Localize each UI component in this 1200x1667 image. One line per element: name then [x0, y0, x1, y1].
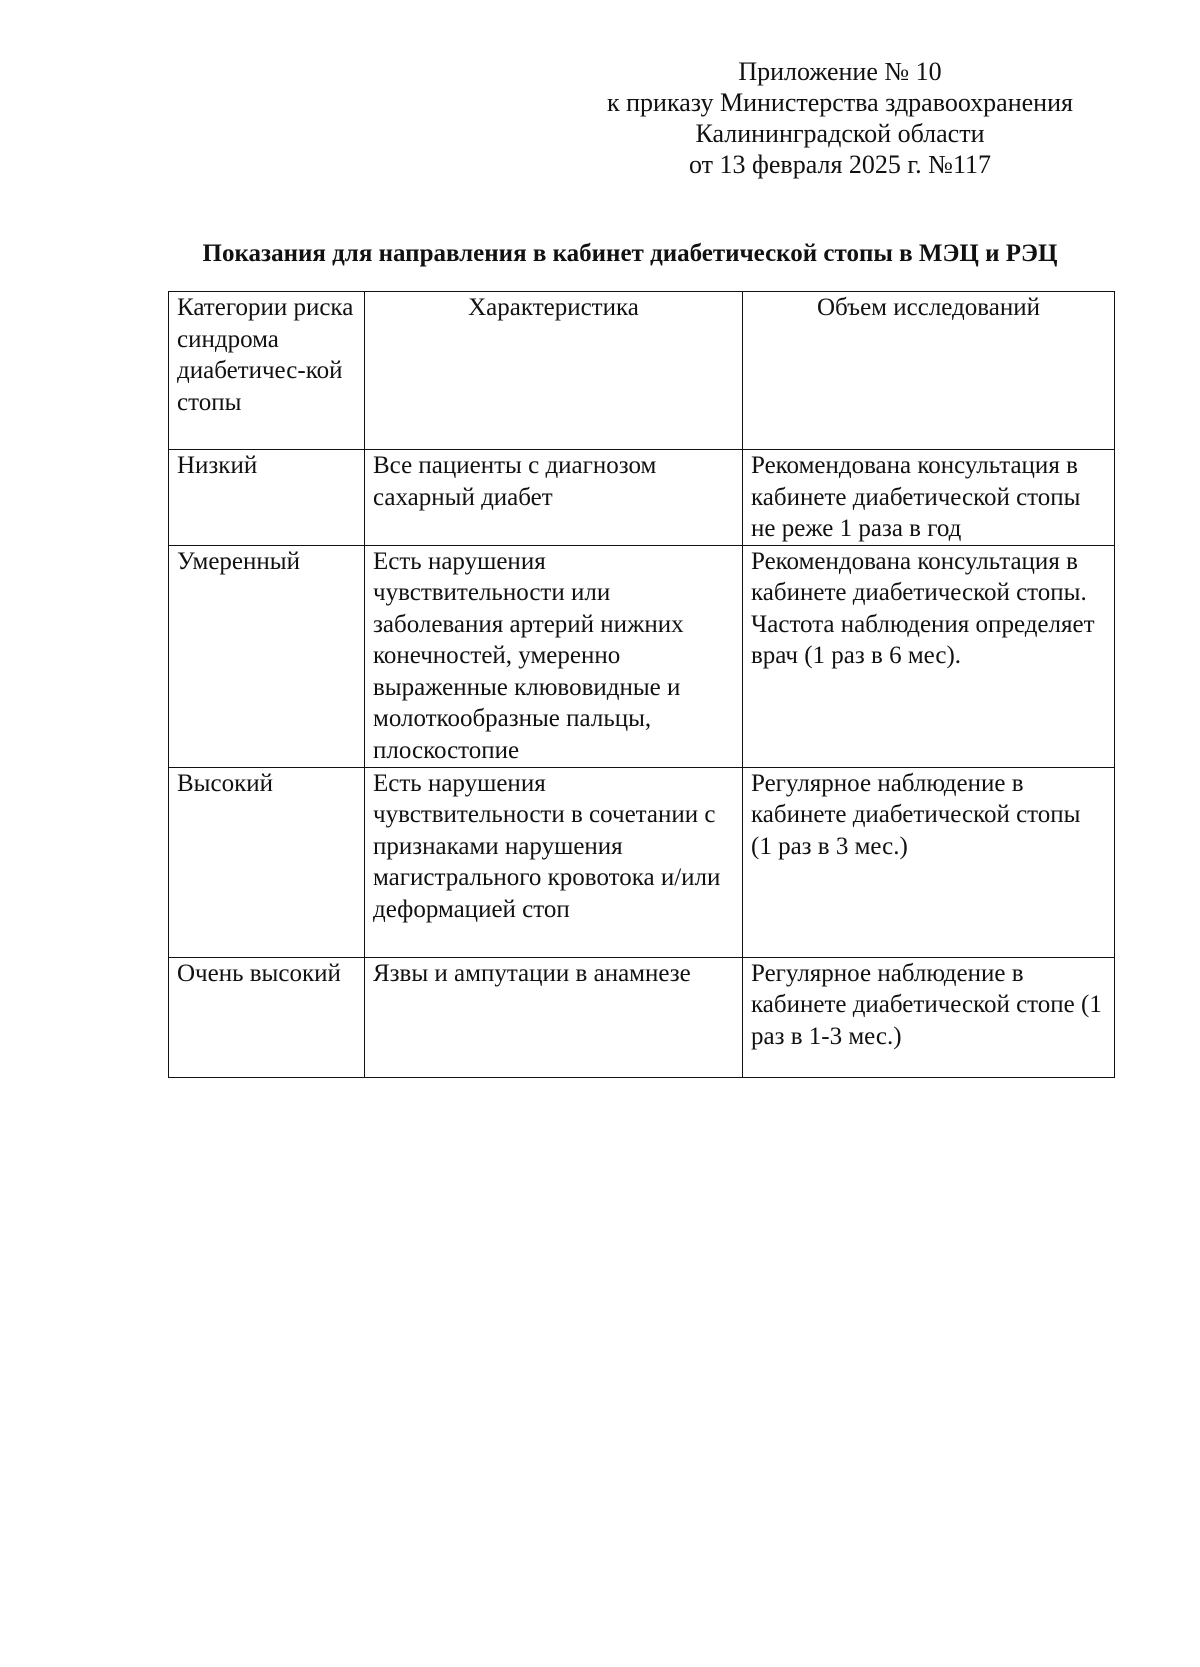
appendix-number: Приложение № 10	[738, 57, 942, 86]
risk-category-cell: Очень высокий	[169, 957, 365, 1077]
header-characteristic: Характеристика	[365, 292, 743, 450]
appendix-region: Калининградской области	[695, 119, 985, 148]
characteristic-cell: Язвы и ампутации в анамнезе	[365, 957, 743, 1077]
appendix-order-ref: к приказу Министерства здравоохранения	[607, 88, 1073, 117]
header-category: Категории риска синдрома диабетичес-кой стопы	[169, 292, 365, 450]
scope-cell: Регулярное наблюдение в кабинете диабетической стопе (1 раз в 1-3 мес.)	[743, 957, 1115, 1077]
table-row	[169, 957, 1115, 1077]
table-row	[169, 545, 1115, 767]
risk-category-cell: Низкий	[169, 450, 365, 546]
indications-table	[168, 291, 1115, 1078]
scope-cell: Рекомендована консультация в кабинете диабетической стопы не реже 1 раза в год	[743, 450, 1115, 546]
table-header-row	[169, 292, 1115, 450]
table-row	[169, 767, 1115, 957]
appendix-header	[560, 56, 1120, 180]
risk-category-cell: Высокий	[169, 767, 365, 957]
appendix-date: от 13 февраля 2025 г. №117	[689, 150, 991, 179]
characteristic-cell: Все пациенты с диагнозом сахарный диабет	[365, 450, 743, 546]
document-title: Показания для направления в кабинет диабетической стопы в МЭЦ и РЭЦ	[202, 240, 1058, 267]
risk-category-cell: Умеренный	[169, 545, 365, 767]
characteristic-cell: Есть нарушения чувствительности в сочетании с признаками нарушения магистрального кровотока и/или деформацией стоп	[365, 767, 743, 957]
table-row	[169, 450, 1115, 546]
header-scope: Объем исследований	[743, 292, 1115, 450]
scope-cell: Регулярное наблюдение в кабинете диабетической стопы (1 раз в 3 мес.)	[743, 767, 1115, 957]
characteristic-cell: Есть нарушения чувствительности или заболевания артерий нижних конечностей, умеренно выраженные клювовидные и молоткообразные пальцы, плоскостопие	[365, 545, 743, 767]
scope-cell: Рекомендована консультация в кабинете диабетической стопы. Частота наблюдения определяет врач (1 раз в 6 мес).	[743, 545, 1115, 767]
